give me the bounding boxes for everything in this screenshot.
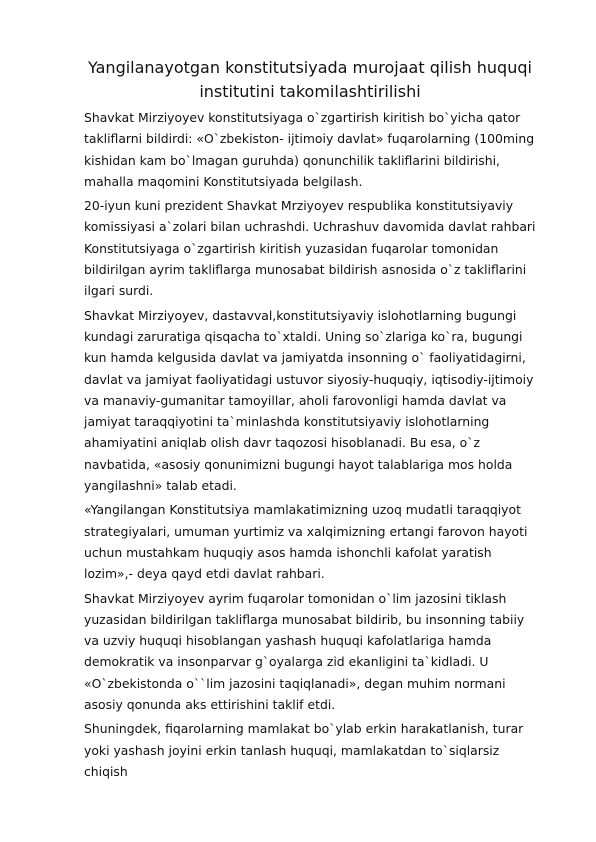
paragraph-quote: «Yangilangan Konstitutsiya mamlakatimizning uzoq mudatli taraqqiyot strategiyalari, umuman yurtimiz va xalqimizning ertangi farovon hayoti uchun mustahkam huquqiy asos hamda ishonchli kafolat yaratish lozim»,- deya qayd etdi davlat rahbari. [84,502,528,582]
paragraph-proposals: Shavkat Mirziyoyev konstitutsiyaga o`zgartirish kiritish bo`yicha qator takliflarni bildirdi: «O`zbekiston- ijtimoiy davlat» fuqarolarning (100ming kishidan kam bo`lmagan guruhda) qonunchilik takliflarini bildirishi, mahalla maqomini Konstitutsiyada belgilash. [84,110,535,189]
paragraph-death-penalty: Shavkat Mirziyoyev ayrim fuqarolar tomonidan o`lim jazosini tiklash yuzasidan bildirilgan takliflarga munosabat bildirib, bu insonning tabiiy va uzviy huquqi hisoblangan yashash huquqi kafolatlariga hamda demokratik va insonparvar g`oyalarga zid ekanligini ta`kidladi. U «O`zbekistonda o``lim jazosini taqiqlanadi», degan muhim normani asosiy qonunda aks ettirishini taklif etdi. [84,590,525,713]
paragraph-commission-meeting: 20-iyun kuni prezident Shavkat Mrziyoyev respublika konstitutsiyaviy komissiyasi a`zolari bilan uchrashdi. Uchrashuv davomida davlat rahbari Konstitutsiyaga o`zgartirish kiritish yuzasidan fuqarolar tomonidan bildirilgan ayrim takliflarga munosabat bildirish asnosida o`z takliflarini ilgari surdi. [84,198,536,299]
paragraph-reforms-necessity: Shavkat Mirziyoyev, dastavval,konstitutsiyaviy islohotlarning bugungi kundagi zaruratiga qisqacha to`xtaldi. Uning so`zlariga ko`ra, bugungi kun hamda kelgusida davlat va jamiyatda insonning o` faoliyatidagirni, davlat va jamiyat faoliyatidagi ustuvor siyosiy-huquqiy, iqtisodiy-ijtimoiy va manaviy-gumanitar tamoyillar, aholi farovonligi hamda davlat va jamiyat taraqqiyotini ta`minlashda konstitutsiyaviy islohotlarning ahamiyatini aniqlab olish davr taqozosi hisoblanadi. Bu esa, o`z navbatida, «asosiy qonunimizni bugungi hayot talablariga mos holda yangilashni» talab etadi. [84,307,534,494]
paragraph-freedom-of-movement: Shuningdek, fiqarolarning mamlakat bo`ylab erkin harakatlanish, turar yoki yashash joyini erkin tanlash huquqi, mamlakatdan to`siqlarsiz chiqish [84,721,524,779]
document-title: Yangilanayotgan konstitutsiyada murojaat qilish huquqi institutini takomilashtirilishi [88,58,532,101]
